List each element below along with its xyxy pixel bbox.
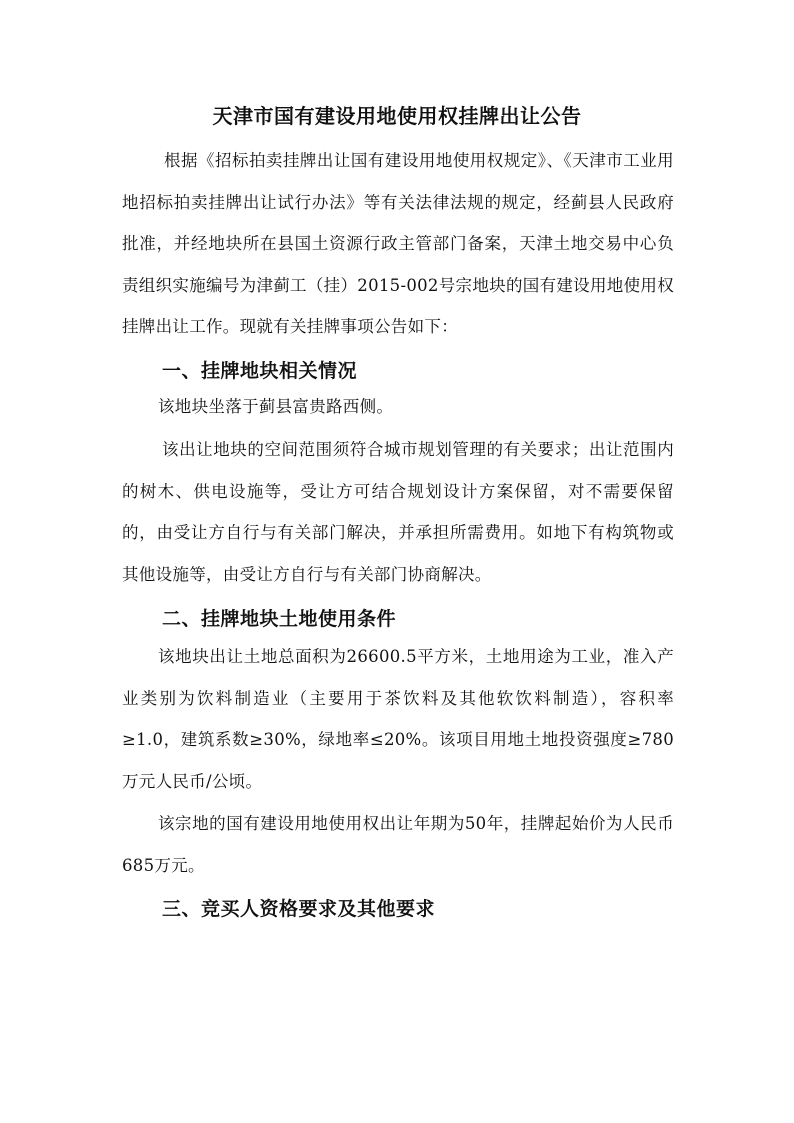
section-1-paragraph-1: 该地块坐落于蓟县富贵路西侧。 [158, 397, 394, 416]
page-title: 天津市国有建设用地使用权挂牌出让公告 [212, 104, 582, 128]
section-1-paragraph-2: 该出让地块的空间范围须符合城市规划管理的有关要求；出让范围内的树木、供电设施等，受让方可结合规划设计方案保留，对不需要保留的，由受让方自行与有关部门解决，并承担所需费用。如地下有构筑物或其他设施等，由受让方自行与有关部门协商解决。 [122, 440, 674, 584]
section-2-paragraph-1: 该地块出让土地总面积为26600.5平方米，土地用途为工业，准入产业类别为饮料制造业（主要用于茶饮料及其他软饮料制造），容积率≥1.0，建筑系数≥30%，绿地率≤20%。该项目用地土地投资强度≥780万元人民币/公顷。 [122, 647, 674, 791]
section-1-heading: 一、挂牌地块相关情况 [162, 360, 358, 382]
intro-paragraph: 根据《招标拍卖挂牌出让国有建设用地使用权规定》、《天津市工业用地招标拍卖挂牌出让试行办法》等有关法律法规的规定，经蓟县人民政府批准，并经地块所在县国土资源行政主管部门备案，天津土地交易中心负责组织实施编号为津蓟工（挂）2015-002号宗地块的国有建设用地使用权挂牌出让工作。现就有关挂牌事项公告如下： [122, 151, 674, 336]
section-3-heading: 三、竞买人资格要求及其他要求 [162, 898, 436, 920]
section-2-paragraph-2: 该宗地的国有建设用地使用权出让年期为50年，挂牌起始价为人民币685万元。 [122, 814, 674, 875]
section-2-heading: 二、挂牌地块土地使用条件 [162, 608, 397, 630]
